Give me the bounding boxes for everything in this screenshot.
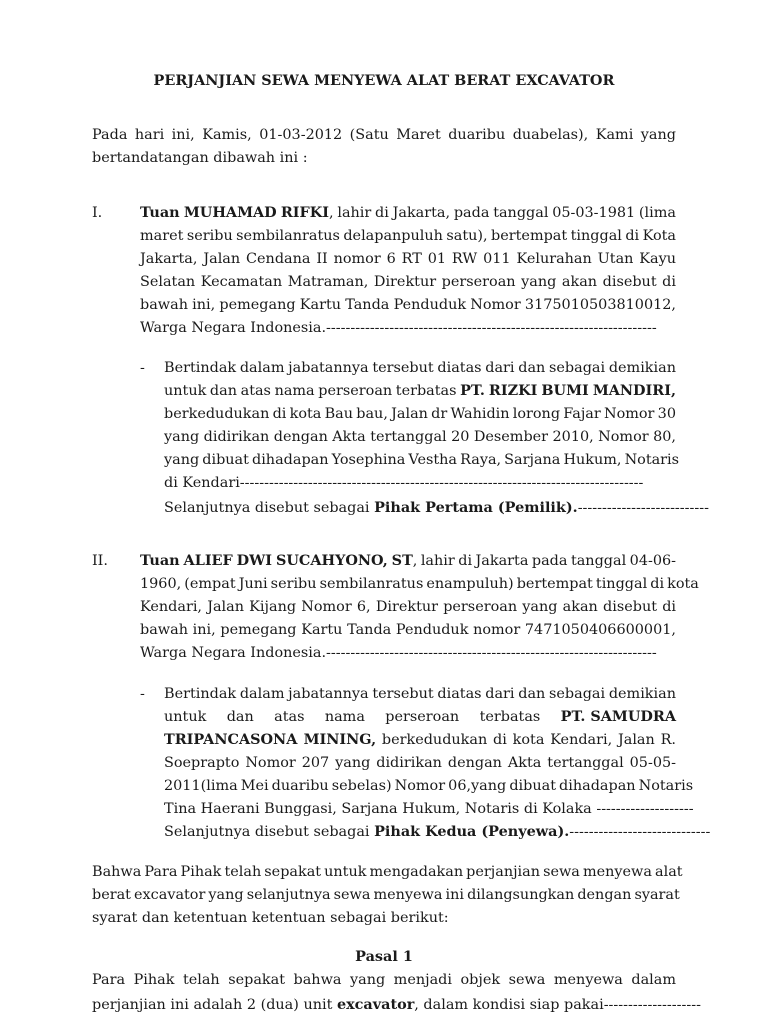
party1-sub-line-6: di Kendari----------------------------------------------------------------------------------- — [164, 475, 644, 491]
party2-sub-dash: - — [140, 686, 145, 702]
party2-line-1 — [140, 550, 676, 572]
party1-role: Pihak Pertama (Pemilik). — [374, 499, 578, 516]
party2-line-2: 1960, (empat Juni seribu sembilanratus enampuluh) bertempat tinggal di kota — [140, 576, 699, 592]
party1-line-3: Jakarta, Jalan Cendana II nomor 6 RT 01 RW 011 Kelurahan Utan Kayu — [140, 251, 677, 267]
party2-word: untuk — [164, 709, 207, 725]
pasal1-line2-pre: perjanjian ini adalah 2 (dua) unit — [92, 997, 337, 1013]
party2-word: terbatas — [479, 709, 541, 725]
pasal1-heading: Pasal 1 — [355, 948, 413, 965]
party2-sub-line-5: 2011(lima Mei duaribu sebelas) Nomor 06,yang dibuat dihadapan Notaris — [164, 778, 694, 794]
party2-name: Tuan ALIEF DWI SUCAHYONO, ST — [140, 552, 413, 569]
party2-sub-line-6: Tina Haerani Bunggasi, Sarjana Hukum, Notaris di Kolaka -------------------- — [164, 801, 694, 817]
party2-line1-rest: , lahir di Jakarta pada tanggal 04-06- — [412, 553, 677, 569]
party1-sub-line2-pre: untuk dan atas nama perseroan terbatas — [164, 383, 461, 399]
document-title: PERJANJIAN SEWA MENYEWA ALAT BERAT EXCAVATOR — [153, 72, 615, 89]
agreement-line-3: syarat dan ketentuan ketentuan sebagai berikut: — [92, 910, 449, 926]
party2-word: dan — [226, 709, 254, 725]
party1-role-post: --------------------------- — [577, 500, 709, 516]
party1-sub-dash: - — [140, 360, 145, 376]
party1-sub-line-4: yang didirikan dengan Akta tertanggal 20 Desember 2010, Nomor 80, — [164, 429, 676, 445]
party1-line-6: Warga Negara Indonesia.-------------------------------------------------------------------- — [140, 320, 657, 336]
agreement-line-2: berat excavator yang selanjutnya sewa menyewa ini dilangsungkan dengan syarat — [92, 887, 680, 903]
party1-role-line — [164, 497, 709, 519]
party2-role-post: ----------------------------- — [569, 824, 711, 840]
party1-numeral: I. — [92, 205, 103, 221]
party2-word: atas — [274, 709, 305, 725]
party1-line-2: maret seribu sembilanratus delapanpuluh satu), bertempat tinggal di Kota — [140, 228, 676, 244]
party2-word: nama — [324, 709, 365, 725]
intro-line-2: bertandatangan dibawah ini : — [92, 150, 308, 166]
party2-sub-line-2 — [164, 706, 676, 728]
party1-line-4: Selatan Kecamatan Matraman, Direktur perseroan yang akan disebut di — [140, 274, 676, 290]
party2-sub-line-3 — [164, 729, 676, 751]
party2-sub-line3-rest: berkedudukan di kota Kendari, Jalan R. — [376, 732, 676, 748]
party2-line-4: bawah ini, pemegang Kartu Tanda Penduduk nomor 7471050406600001, — [140, 622, 676, 638]
party2-line-3: Kendari, Jalan Kijang Nomor 6, Direktur perseroan yang akan disebut di — [140, 599, 677, 615]
party2-sub-line-1: Bertindak dalam jabatannya tersebut diatas dari dan sebagai demikian — [164, 686, 676, 702]
party1-line-5: bawah ini, pemegang Kartu Tanda Penduduk Nomor 3175010503810012, — [140, 297, 676, 313]
party2-word: perseroan — [385, 709, 460, 725]
pasal1-line-2 — [92, 994, 701, 1016]
party1-line1-rest: , lahir di Jakarta, pada tanggal 05-03-1981 (lima — [329, 205, 676, 221]
party2-role-line — [164, 821, 711, 843]
party2-numeral: II. — [92, 553, 108, 569]
pasal1-line2-post: , dalam kondisi siap pakai-------------------- — [414, 997, 701, 1013]
party1-sub-line-1: Bertindak dalam jabatannya tersebut diatas dari dan sebagai demikian — [164, 360, 676, 376]
party2-company-a: PT. SAMUDRA — [560, 708, 676, 725]
party1-sub-line-3: berkedudukan di kota Bau bau, Jalan dr Wahidin lorong Fajar Nomor 30 — [164, 406, 676, 422]
party2-company-b: TRIPANCASONA MINING, — [164, 731, 377, 748]
party1-role-pre: Selanjutnya disebut sebagai — [164, 500, 375, 516]
party2-sub-line-4: Soeprapto Nomor 207 yang didirikan dengan Akta tertanggal 05-05- — [164, 755, 676, 771]
party1-sub-line-2 — [164, 380, 676, 402]
party1-company: PT. RIZKI BUMI MANDIRI, — [460, 382, 676, 399]
party1-name: Tuan MUHAMAD RIFKI — [140, 204, 329, 221]
party2-role: Pihak Kedua (Penyewa). — [374, 823, 570, 840]
party2-line-5: Warga Negara Indonesia.-------------------------------------------------------------------- — [140, 645, 657, 661]
agreement-line-1: Bahwa Para Pihak telah sepakat untuk mengadakan perjanjian sewa menyewa alat — [92, 864, 683, 880]
intro-line-1: Pada hari ini, Kamis, 01-03-2012 (Satu Maret duaribu duabelas), Kami yang — [92, 127, 676, 143]
party1-line-1 — [140, 202, 676, 224]
party1-sub-line-5: yang dibuat dihadapan Yosephina Vestha Raya, Sarjana Hukum, Notaris — [164, 452, 680, 468]
party2-role-pre: Selanjutnya disebut sebagai — [164, 824, 375, 840]
pasal1-item: excavator — [336, 996, 415, 1013]
pasal1-line-1: Para Pihak telah sepakat bahwa yang menjadi objek sewa menyewa dalam — [92, 972, 676, 988]
